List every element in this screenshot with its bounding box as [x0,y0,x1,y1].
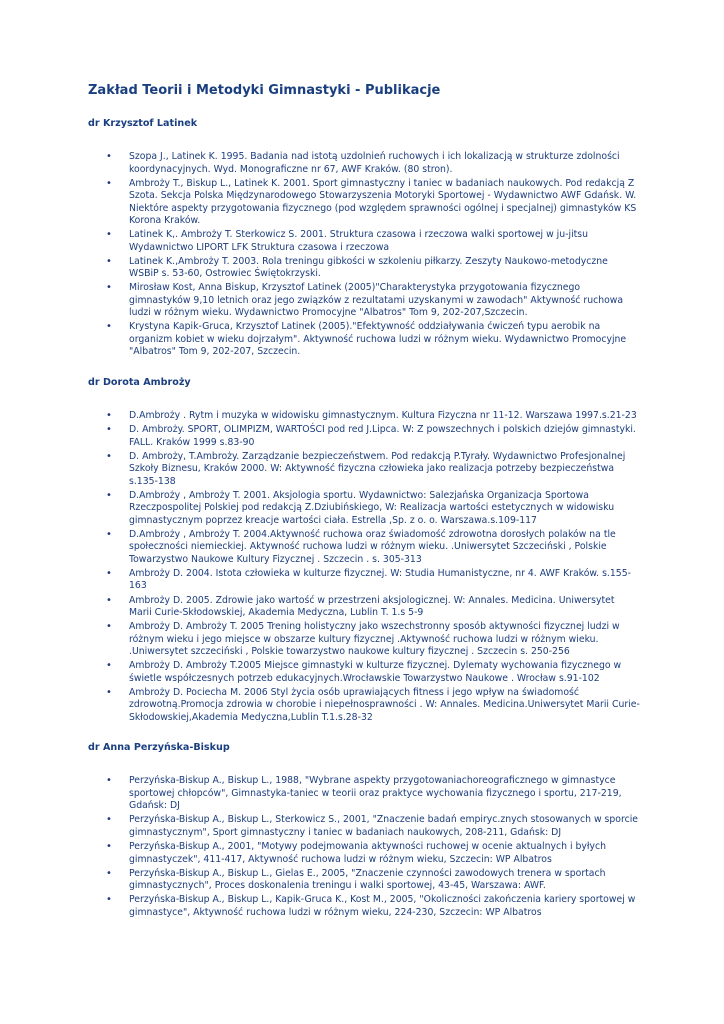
publication-item [88,595,640,620]
publication-item [88,660,640,685]
publication-item [88,256,640,281]
publication-text: Perzyńska-Biskup A., Biskup L., 1988, "Wybrane aspekty przygotowaniachoreograficznego w gimnastyce sportowej chłopców", Gimnastyka-taniec w teorii oraz praktyce wychowania fizycznego i sportu, 217-219, Gdańsk: DJ [129,775,622,812]
publication-item [88,451,640,489]
publication-text: Krystyna Kapik-Gruca, Krzysztof Latinek (2005)."Efektywność oddziaływania ćwiczeń typu aerobik na organizm kobiet w wieku dojrzałym". Aktywność ruchowa ludzi w różnym wieku. Wydawnictwo Promocyjne "Albatros" Tom 9, 202-207, Szczecin. [129,321,627,358]
publication-list [88,410,640,724]
publication-text: Perzyńska-Biskup A., Biskup L., Kapik-Gruca K., Kost M., 2005, "Okoliczności zakończenia kariery sportowej w gimnastyce", Aktywność ruchowa ludzi w różnym wieku, 224-230, Szczecin: WP Albatros [129,894,636,918]
publication-text: Mirosław Kost, Anna Biskup, Krzysztof Latinek (2005)"Charakterystyka przygotowania fizycznego gimnastyków 9,10 letnich oraz jego związków z rezultatami uzyskanymi w zawodach" Aktywność ruchowa ludzi w różnym wieku. Wydawnictwo Promocyjne "Albatros" Tom 9, 202-207,Szczecin. [129,282,624,319]
bullet-icon: • [106,177,112,189]
publication-text: Perzyńska-Biskup A., Biskup L., Sterkowicz S., 2001, "Znaczenie badań empiryc.znych stosowanych w sporcie gimnastycznym", Sport gimnastyczny i taniec w badaniach naukowych, 208-211, Gdańsk: DJ [129,814,638,838]
publication-list [88,151,640,359]
bullet-icon: • [106,775,112,787]
bullet-icon: • [106,528,112,540]
publication-text: D.Ambroży , Ambroży T. 2004.Aktywność ruchowa oraz świadomość zdrowotna dorosłych polaków na tle społeczności niemieckiej. Aktywność ruchowa ludzi w różnym wieku. .Uniwersytet Szczeciński , Polskie Towarzystwo Naukowe Kultury Fizycznej . Szczecin . s. 305-313 [129,528,616,565]
publication-item [88,687,640,725]
bullet-icon: • [106,321,112,333]
publication-item [88,321,640,359]
bullet-icon: • [106,424,112,436]
publication-item [88,568,640,593]
bullet-icon: • [106,594,112,606]
publication-item [88,841,640,866]
bullet-icon: • [106,450,112,462]
publication-text: D. Ambroży. SPORT, OLIMPIZM, WARTOŚCI pod red J.Lipca. W: Z powszechnych i polskich dziejów gimnastyki. FALL. Kraków 1999 s.83-90 [129,424,636,448]
publication-text: Ambroży D. 2005. Zdrowie jako wartość w przestrzeni aksjologicznej. W: Annales. Medicina. Uniwersytet Marii Curie-Skłodowskiej, Akademia Medyczna, Lublin T. 1.s 5-9 [129,594,615,619]
bullet-icon: • [106,814,112,826]
page-title: Zakład Teorii i Metodyki Gimnastyki - Publikacje [88,83,441,98]
bullet-icon: • [106,567,112,579]
publication-item [88,775,640,813]
publication-item [88,282,640,320]
publication-item [88,868,640,893]
publication-text: Ambroży D. Pociecha M. 2006 Styl życia osób uprawiających fitness i jego wpływ na świadomość zdrowotną.Promocja zdrowia w chorobie i niepełnosprawności . W: Annales. Medicina.Uniwersytet Marii Curie-Skłodowskiej,Akademia Medyczna,Lublin T.1.s.28-32 [129,686,640,723]
publication-text: D. Ambroży, T.Ambroży. Zarządzanie bezpieczeństwem. Pod redakcją P.Tyrały. Wydawnictwo Profesjonalnej Szkoły Biznesu, Kraków 2000. W: Aktywność fizyczna człowieka jako realizacja potrzeby bezpieczeństwa s.135-138 [129,450,626,487]
publication-item [88,894,640,919]
bullet-icon: • [106,151,112,162]
author-heading: dr Anna Perzyńska-Biskup [88,742,230,754]
author-heading: dr Dorota Ambroży [88,376,191,388]
publication-item [88,178,640,228]
sections-container [88,117,640,919]
bullet-icon: • [106,489,112,501]
publication-text: D.Ambroży . Rytm i muzyka w widowisku gimnastycznym. Kultura Fizyczna nr 11-12. Warszawa 1997.s.21-23 [129,409,637,421]
bullet-icon: • [106,621,112,633]
publication-text: Ambroży D. 2004. Istota człowieka w kulturze fizycznej. W: Studia Humanistyczne, nr 4. AWF Kraków. s.155-163 [129,567,631,592]
bullet-icon: • [106,867,112,879]
publication-text: Perzyńska-Biskup A., 2001, "Motywy podejmowania aktywności ruchowej w ocenie aktualnych i byłych gimnastyczek", 411-417, Aktywność ruchowa ludzi w różnym wieku, Szczecin: WP Albatros [129,841,607,865]
publication-item [88,151,640,176]
publication-text: Latinek K.,Ambroży T. 2003. Rola treningu gibkości w szkoleniu piłkarzy. Zeszyty Naukowo-metodyczne WSBiP s. 53-60, Ostrowiec Świętokrzyski. [129,255,608,280]
bullet-icon: • [106,686,112,698]
publication-text: Perzyńska-Biskup A., Biskup L., Gielas E., 2005, "Znaczenie czynności zawodowych trenera w sportach gimnastycznych", Proces doskonalenia treningu i walki sportowej, 43-45, Warszawa: AWF. [129,867,606,892]
publication-item [88,229,640,254]
author-heading: dr Krzysztof Latinek [88,118,198,129]
publication-text: Ambroży T., Biskup L., Latinek K. 2001. Sport gimnastyczny i taniec w badaniach naukowych. Pod redakcją Z Szota. Sekcja Polska Międzynarodowego Stowarzyszenia Motoryki Sportowej - Wydawnictwo AWF Gdańsk. W. Niektóre aspekty przygotowania fizycznego (pod względem sprawności ogólnej i specjalnej) gimnastyków KS Korona Kraków. [129,177,637,227]
bullet-icon: • [106,894,112,906]
bullet-icon: • [106,255,112,267]
publication-item [88,490,640,528]
publication-item [88,621,640,659]
bullet-icon: • [106,841,112,852]
publication-item [88,529,640,567]
publication-list [88,775,640,919]
publication-item [88,814,640,839]
publication-text: D.Ambroży , Ambroży T. 2001. Aksjologia sportu. Wydawnictwo: Salezjańska Organizacja Sportowa Rzeczpospolitej Polskiej pod redakcją Z.Dziubińskiego, W: Realizacja wartości estetycznych w widowisku gimnastycznym poprzez kreacje wartości ciała. Estrella ,Sp. z o. o. Warszawa.s.109-117 [129,489,615,526]
bullet-icon: • [106,282,112,294]
publication-text: Ambroży D. Ambroży T. 2005 Trening holistyczny jako wszechstronny sposób aktywności fizycznej ludzi w różnym wieku i jego miejsce w obszarze kultury fizycznej .Aktywność ruchowa ludzi w różnym wieku. .Uniwersytet szczeciński , Polskie towarzystwo naukowe kultury fizycznej . Szczecin s. 250-256 [129,621,620,658]
bullet-icon: • [106,660,112,672]
publication-item [88,424,640,449]
document-page [88,82,640,936]
publication-text: Latinek K,. Ambroży T. Sterkowicz S. 2001. Struktura czasowa i rzeczowa walki sportowej w ju-jitsu Wydawnictwo LIPORT LFK Struktura czasowa i rzeczowa [129,229,589,253]
publication-text: Ambroży D. Ambroży T.2005 Miejsce gimnastyki w kulturze fizycznej. Dylematy wychowania fizycznego w świetle współczesnych potrzeb edukacyjnych.Wrocławskie Towarzystwo Naukowe . Wrocław s.91-102 [129,660,622,684]
publication-text: Szopa J., Latinek K. 1995. Badania nad istotą uzdolnień ruchowych i ich lokalizacją w strukturze zdolności koordynacyjnych. Wyd. Monograficzne nr 67, AWF Kraków. (80 stron). [129,151,620,175]
bullet-icon: • [106,409,112,421]
bullet-icon: • [106,229,112,241]
publication-item [88,410,640,423]
